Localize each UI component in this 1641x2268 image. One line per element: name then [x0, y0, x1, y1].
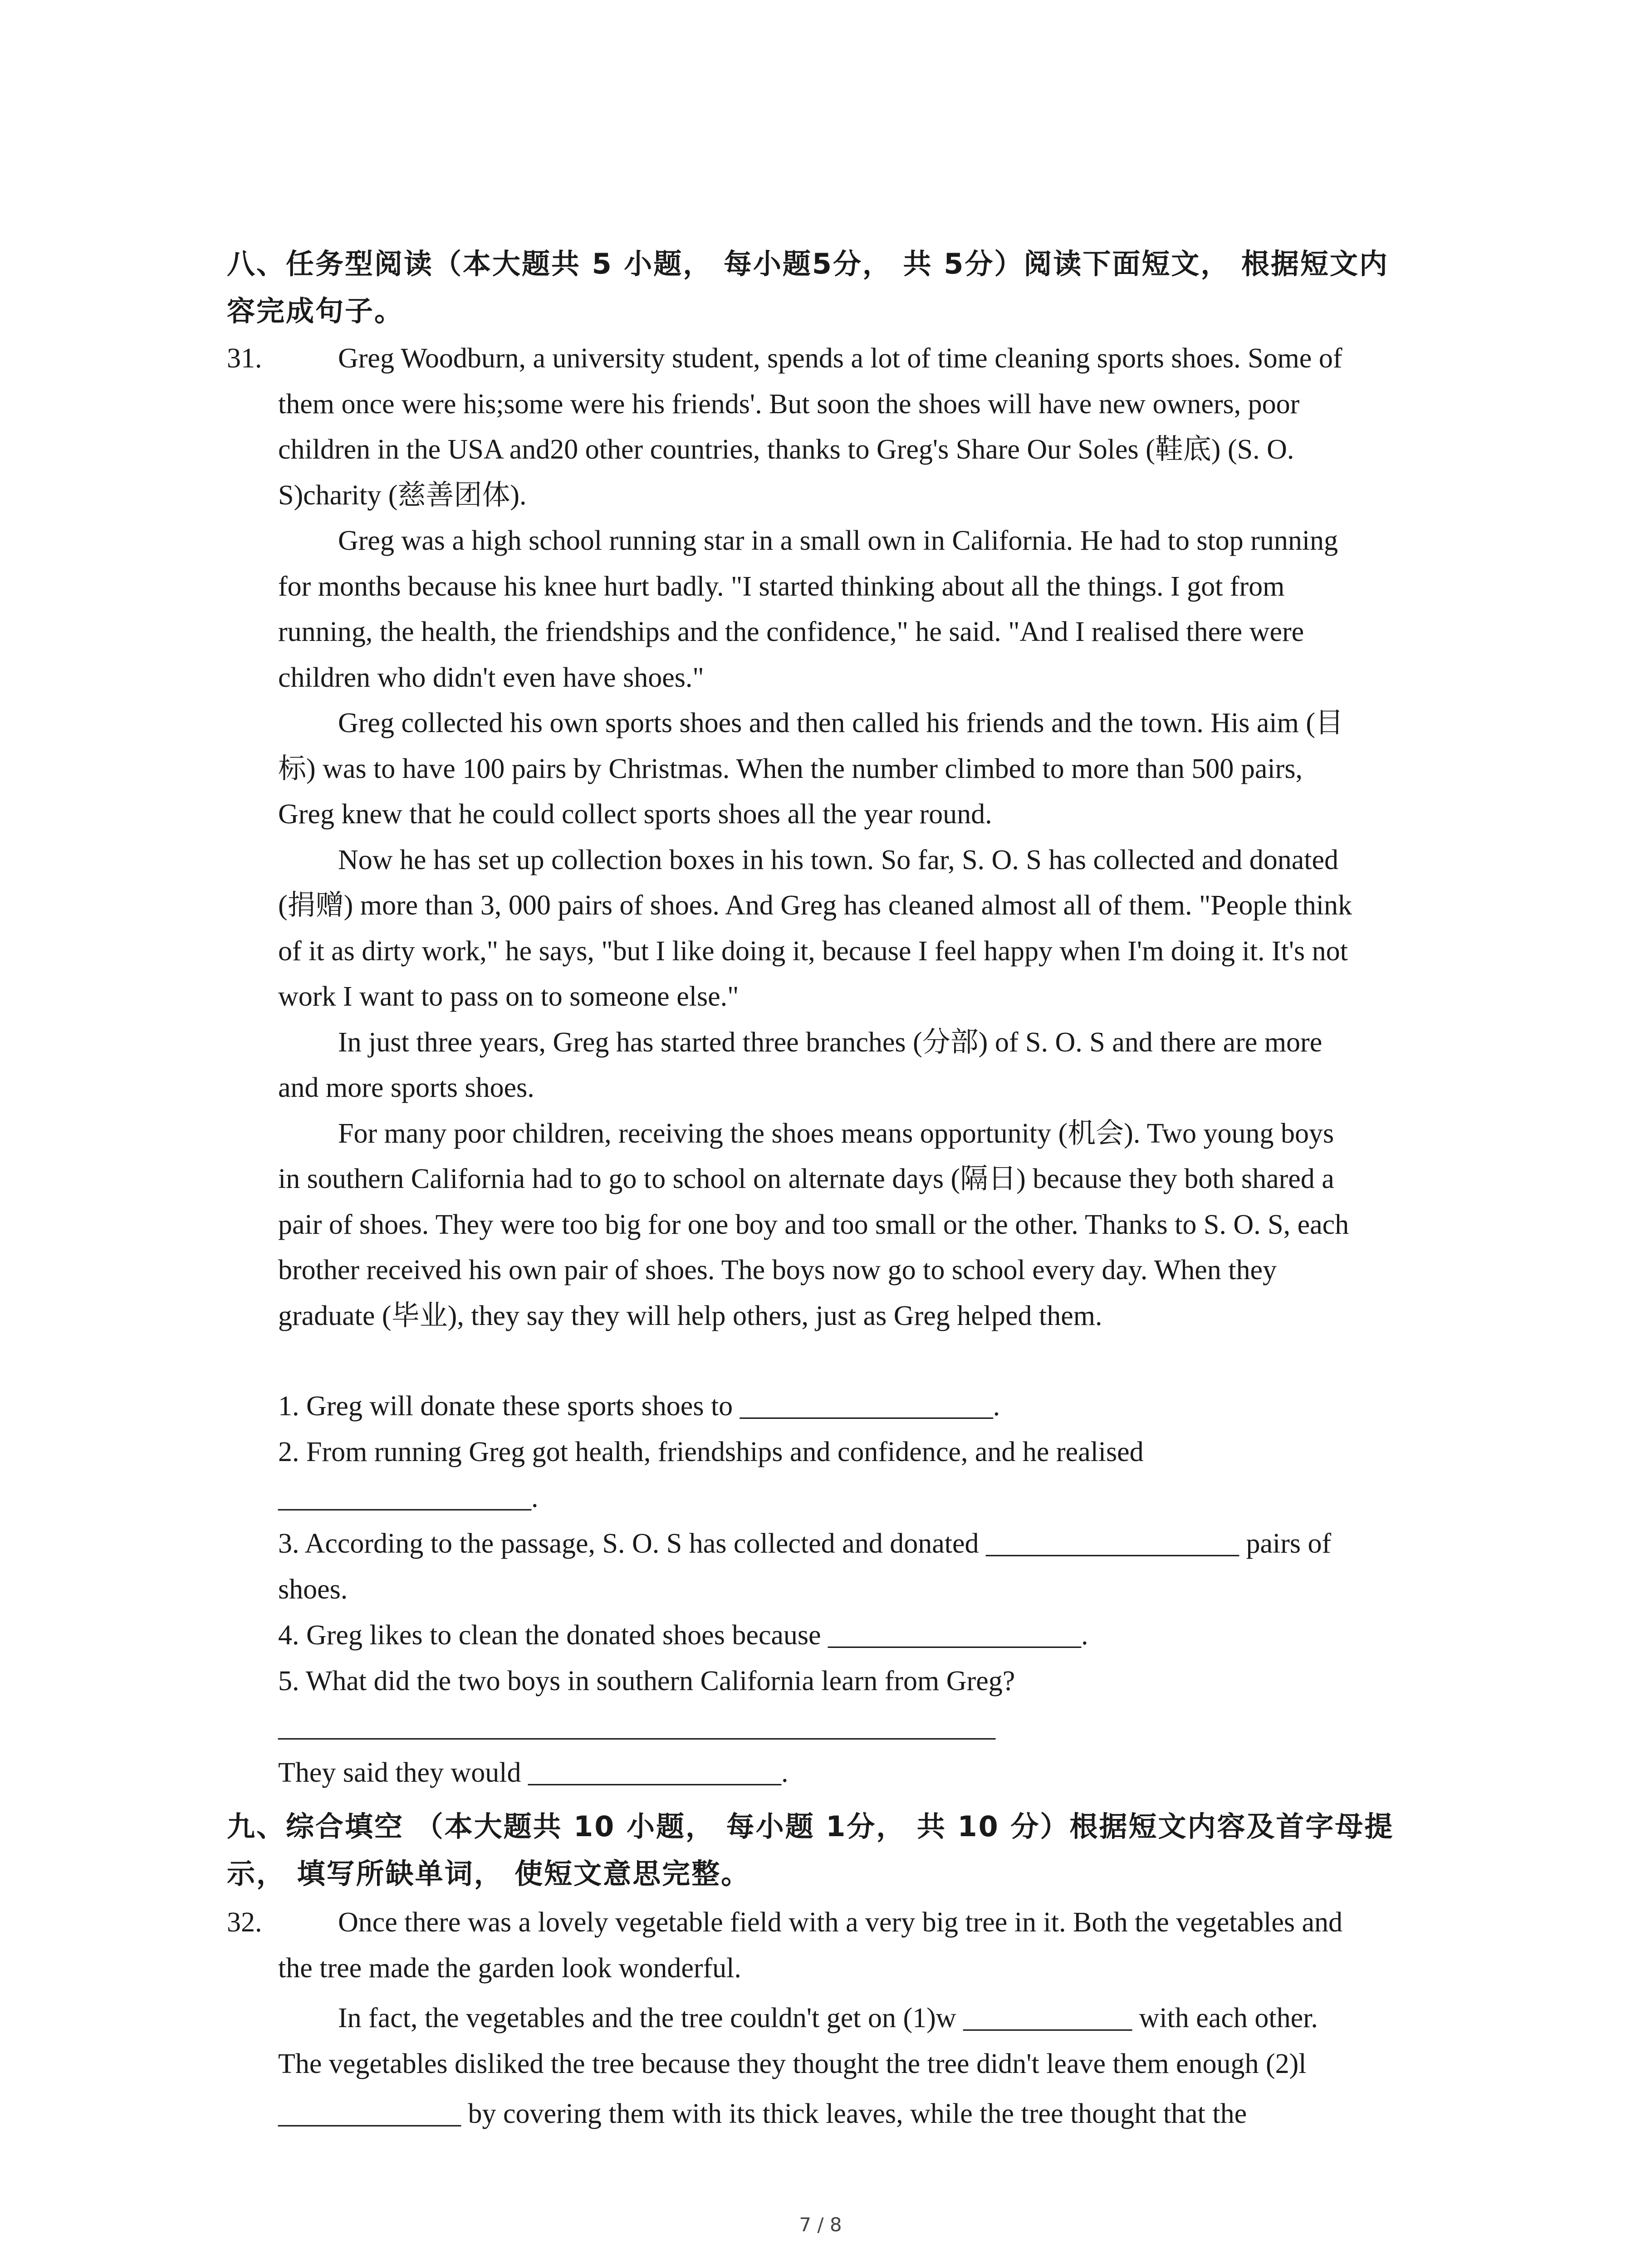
heading-line: 九、综合填空 （本大题共 10 小题， 每小题 1分， 共 10 分）根据短文内容及首字母提 — [227, 1810, 1394, 1843]
heading-line: 八、任务型阅读（本大题共 5 小题， 每小题5分， 共 5分）阅读下面短文， 根据短文内 — [227, 247, 1389, 280]
passage-line: pair of shoes. They were too big for one boy and too small or the other. Thanks to S. O. S, each — [278, 1209, 1349, 1240]
question-item: 5. What did the two boys in southern California learn from Greg? — [278, 1666, 1015, 1696]
reading-passage — [278, 336, 1449, 1339]
heading-line: 容完成句子。 — [227, 294, 404, 327]
passage-line: In just three years, Greg has started three branches (分部) of S. O. S and there are more — [338, 1026, 1323, 1058]
question-list — [278, 1383, 1449, 1796]
passage-line: children in the USA and20 other countries, thanks to Greg's Share Our Soles (鞋底) (S. O. — [278, 434, 1294, 465]
passage-line: work I want to pass on to someone else." — [278, 981, 739, 1012]
question-item: shoes. — [278, 1574, 348, 1605]
question-item: 3. According to the passage, S. O. S has collected and donated __________________ pairs of — [278, 1528, 1332, 1559]
question-item: They said they would __________________. — [278, 1757, 789, 1788]
passage-line: (捐赠) more than 3, 000 pairs of shoes. And Greg has cleaned almost all of them. "People think — [278, 890, 1352, 921]
passage-line: graduate (毕业), they say they will help others, just as Greg helped them. — [278, 1300, 1102, 1331]
passage-line: Now he has set up collection boxes in his town. So far, S. O. S has collected and donated — [338, 844, 1338, 875]
passage-line: in southern California had to go to school on alternate days (隔日) because they both shared a — [278, 1163, 1334, 1194]
section-9-heading — [227, 1803, 1443, 1897]
passage-line: them once were his;some were his friends'. But soon the shoes will have new owners, poor — [278, 388, 1300, 420]
passage-line: Once there was a lovely vegetable field with a very big tree in it. Both the vegetables and — [338, 1907, 1342, 1938]
question-item: 4. Greg likes to clean the donated shoes because __________________. — [278, 1620, 1088, 1651]
passage-line: Greg Woodburn, a university student, spends a lot of time cleaning sports shoes. Some of — [338, 343, 1342, 374]
passage-line: Greg knew that he could collect sports shoes all the year round. — [278, 799, 992, 830]
passage-line: brother received his own pair of shoes. The boys now go to school every day. When they — [278, 1255, 1277, 1286]
passage-line: _____________ by covering them with its thick leaves, while the tree thought that the — [278, 2098, 1247, 2129]
passage-line: For many poor children, receiving the shoes means opportunity (机会). Two young boys — [338, 1118, 1334, 1149]
passage-line: and more sports shoes. — [278, 1072, 534, 1103]
heading-line: 示， 填写所缺单词， 使短文意思完整。 — [227, 1857, 751, 1890]
passage-line: the tree made the garden look wonderful. — [278, 1952, 741, 1984]
passage-line: Greg was a high school running star in a small own in California. He had to stop running — [338, 525, 1338, 556]
answer-blank-line: __________________. — [278, 1482, 539, 1513]
page-number: 7 / 8 — [799, 2214, 842, 2236]
question-item: 1. Greg will donate these sports shoes to __________________. — [278, 1391, 1000, 1422]
question-number: 32. — [227, 1907, 262, 1938]
cloze-passage — [278, 1900, 1449, 2137]
passage-line: of it as dirty work," he says, "but I like doing it, because I feel happy when I'm doing it. It's not — [278, 935, 1348, 967]
passage-line: running, the health, the friendships and the confidence," he said. "And I realised there were — [278, 616, 1304, 647]
answer-blank-line: ___________________________________________________ — [278, 1711, 995, 1742]
question-number: 31. — [227, 343, 262, 374]
passage-line: In fact, the vegetables and the tree couldn't get on (1)w ____________ with each other. — [338, 2003, 1318, 2033]
passage-line: children who didn't even have shoes." — [278, 662, 704, 693]
passage-line: Greg collected his own sports shoes and then called his friends and the town. His aim (目 — [338, 708, 1344, 738]
passage-line: for months because his knee hurt badly. "I started thinking about all the things. I got from — [278, 571, 1285, 602]
passage-line: 标) was to have 100 pairs by Christmas. When the number climbed to more than 500 pairs, — [278, 753, 1303, 784]
passage-line: S)charity (慈善团体). — [278, 479, 527, 511]
question-item: 2. From running Greg got health, friendships and confidence, and he realised — [278, 1437, 1144, 1467]
passage-line: The vegetables disliked the tree because they thought the tree didn't leave them enough (2)l — [278, 2048, 1307, 2079]
section-8-heading — [227, 240, 1443, 335]
